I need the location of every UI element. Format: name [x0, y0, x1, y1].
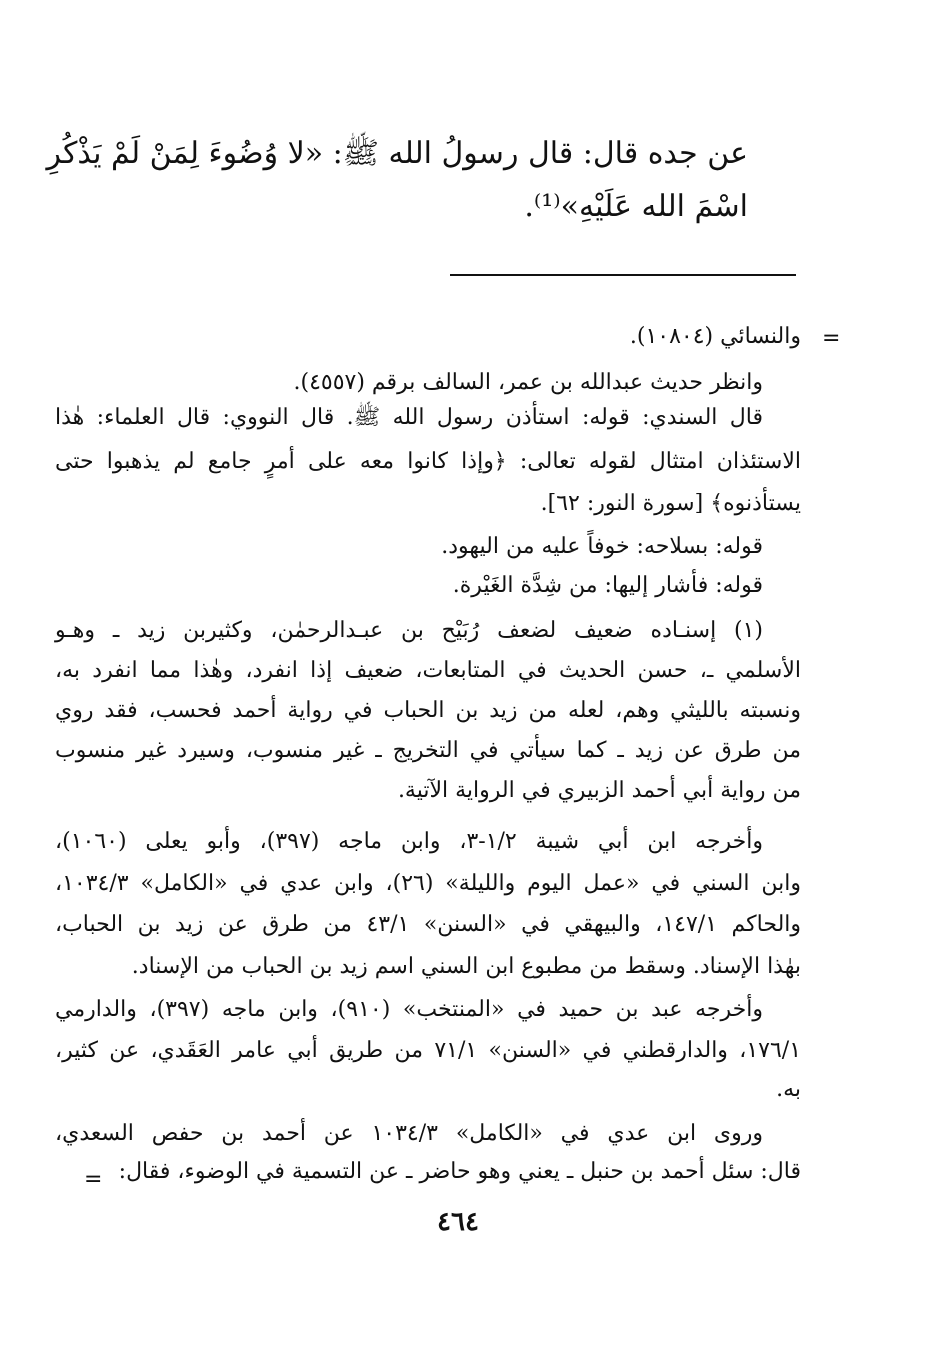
footnote-1-line-5: من رواية أبي أحمد الزبيري في الرواية الآتية.: [397, 778, 801, 803]
note-line-7: قوله: فأشار إليها: من شِدَّة الغَيْرة.: [452, 573, 763, 598]
footnote-1-line-10: وأخرجه عبد بن حميد في «المنتخب» (٩١٠)، وابن ماجه (٣٩٧)، والدارمي: [55, 997, 763, 1022]
note-line-2: وانظر حديث عبدالله بن عمر، السالف برقم (٤٥٥٧).: [293, 370, 763, 395]
footnote-1-line-12: به.: [776, 1077, 801, 1102]
footnote-1-line-6: وأخرجه ابن أبي شيبة ١/٢-٣، وابن ماجه (٣٩٧)، وأبو يعلى (١٠٦٠)،: [55, 829, 764, 854]
footnote-separator: [450, 274, 796, 276]
footnote-1-line-1: (١) إسنـاده ضعيف لضعف رُبَيْح بن عبـدالرحمٰن، وكثيربن زيد ـ وهـو: [55, 618, 763, 643]
footnote-1-line-8: والحاكم ١٤٧/١، والبيهقي في «السنن» ٤٣/١ من طرق عن زيد بن الحباب،: [55, 912, 802, 937]
footnote-1-line-3: ونسبته بالليثي وهم، لعله من زيد بن الحباب في رواية أحمد فحسب، فقد روي: [55, 698, 801, 723]
continuation-mark-bottom: =: [84, 1167, 103, 1192]
footnote-1-line-14: قال: سئل أحمد بن حنبل ـ يعني وهو حاضر ـ عن التسمية في الوضوء، فقال:: [118, 1159, 801, 1184]
note-line-3: قال السندي: قوله: استأذن رسول الله ﷺ. قال النووي: قال العلماء: هٰذا: [55, 405, 763, 430]
footnote-1-line-2: الأسلمي ـ، حسن الحديث في المتابعات، ضعيف إذا انفرد، وهٰذا مما انفرد به،: [55, 658, 801, 683]
note-line-4: الاستئذان امتثال لقوله تعالى: ﴿وإذا كانوا معه على أمرٍ جامع لم يذهبوا حتى: [55, 449, 801, 474]
footnote-1-line-7: وابن السني في «عمل اليوم والليلة» (٢٦)، وابن عدي في «الكامل» ١٠٣٤/٣،: [55, 871, 801, 896]
footnote-1-line-13: وروى ابن عدي في «الكامل» ١٠٣٤/٣ عن أحمد بن حفص السعدي،: [55, 1121, 763, 1146]
footnote-1-line-9: بهٰذا الإسناد. وسقط من مطبوع ابن السني اسم زيد بن الحباب من الإسناد.: [131, 954, 801, 979]
note-line-1: والنسائي (١٠٨٠٤).: [629, 324, 801, 349]
note-line-6: قوله: بسلاحه: خوفاً عليه من اليهود.: [441, 534, 763, 559]
continuation-mark-top: =: [822, 326, 841, 351]
main-text-line-1: عن جده قال: قال رسولُ الله ﷺ: «لا وُضُوءَ لِمَنْ لَمْ يَذْكُرِ: [46, 136, 748, 171]
footnote-1-line-4: من طرق عن زيد ـ كما سيأتي في التخريج ـ غير منسوب، وسيرد غير منسوب: [55, 738, 801, 763]
note-line-5: يستأذنوه﴾ [سورة النور: ٦٢].: [540, 491, 801, 516]
footnote-1-line-11: ١٧٦/١، والدارقطني في «السنن» ٧١/١ من طريق أبي عامر العَقَدي، عن كثير،: [55, 1038, 802, 1063]
main-text-line-2: اسْمَ الله عَلَيْهِ»⁽¹⁾.: [524, 189, 748, 224]
page-number: ٤٦٤: [437, 1207, 479, 1237]
